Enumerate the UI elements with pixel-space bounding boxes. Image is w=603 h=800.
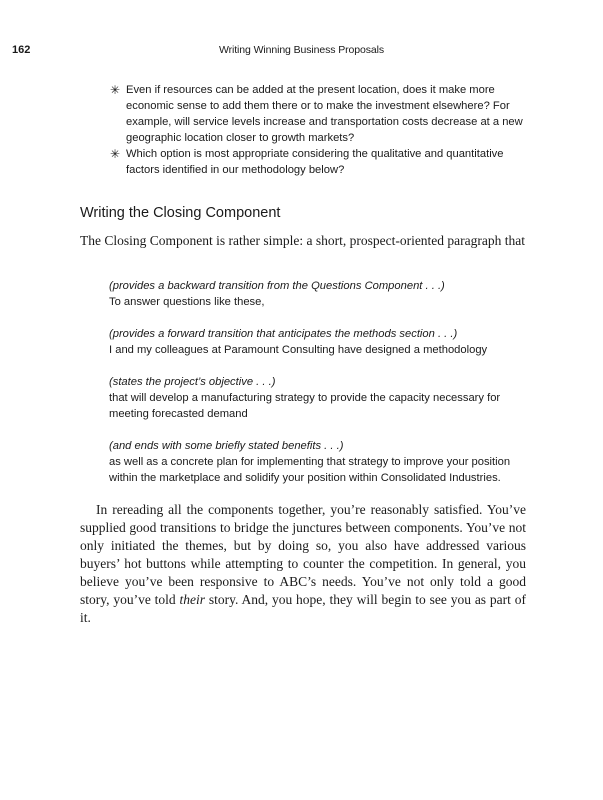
bullet-marker-icon: ✳	[110, 147, 121, 161]
example-note: (and ends with some briefly stated benefits . . .)	[109, 440, 344, 452]
bullet-marker-icon: ✳	[110, 83, 121, 97]
section-heading: Writing the Closing Component	[80, 205, 281, 221]
example-note: (provides a forward transition that anticipates the methods section . . .)	[109, 328, 458, 340]
closing-paragraph	[80, 501, 526, 627]
bullet-list	[108, 82, 528, 178]
example-group	[109, 374, 519, 422]
bullet-item	[108, 146, 528, 178]
example-group	[109, 278, 519, 310]
example-note: (provides a backward transition from the Questions Component . . .)	[109, 280, 445, 292]
example-text: I and my colleagues at Paramount Consulting have designed a methodology	[109, 344, 488, 356]
page-number: 162	[12, 44, 31, 56]
example-block	[109, 278, 519, 502]
example-note: (states the project’s objective . . .)	[109, 376, 276, 388]
bullet-text: Which option is most appropriate considering the qualitative and quantitative factors identified in our methodology below?	[126, 148, 504, 176]
closing-text-part1: In rereading all the components together, you’re reasonably satisfied. You’ve supplied good transitions to bridge the junctures between components. You’ve not only initiated the themes, but by doing so, you also have addressed various buyers’ hot buttons while attempting to counter the competition. In general, you believe you’ve been responsive to ABC’s needs. You’ve not only told a good story, you’ve told	[80, 502, 526, 607]
example-group	[109, 438, 519, 486]
example-text: To answer questions like these,	[109, 296, 265, 308]
intro-paragraph: The Closing Component is rather simple: a short, prospect-oriented paragraph that	[80, 233, 526, 248]
example-group	[109, 326, 519, 358]
closing-emphasis: their	[179, 592, 206, 607]
bullet-item	[108, 82, 528, 146]
closing-text-part2: story. And, you hope, they will begin to see you as part of it.	[80, 592, 526, 625]
example-text: that will develop a manufacturing strategy to provide the capacity necessary for meeting forecasted demand	[109, 392, 501, 420]
running-head: Writing Winning Business Proposals	[218, 44, 385, 56]
bullet-text: Even if resources can be added at the present location, does it make more economic sense to add them there or to make the investment elsewhere? For example, will service levels increase and transportation costs decrease at a new geographic location closer to growth markets?	[126, 84, 523, 144]
example-text: as well as a concrete plan for implementing that strategy to improve your position within the marketplace and solidify your position within Consolidated Industries.	[109, 456, 511, 484]
